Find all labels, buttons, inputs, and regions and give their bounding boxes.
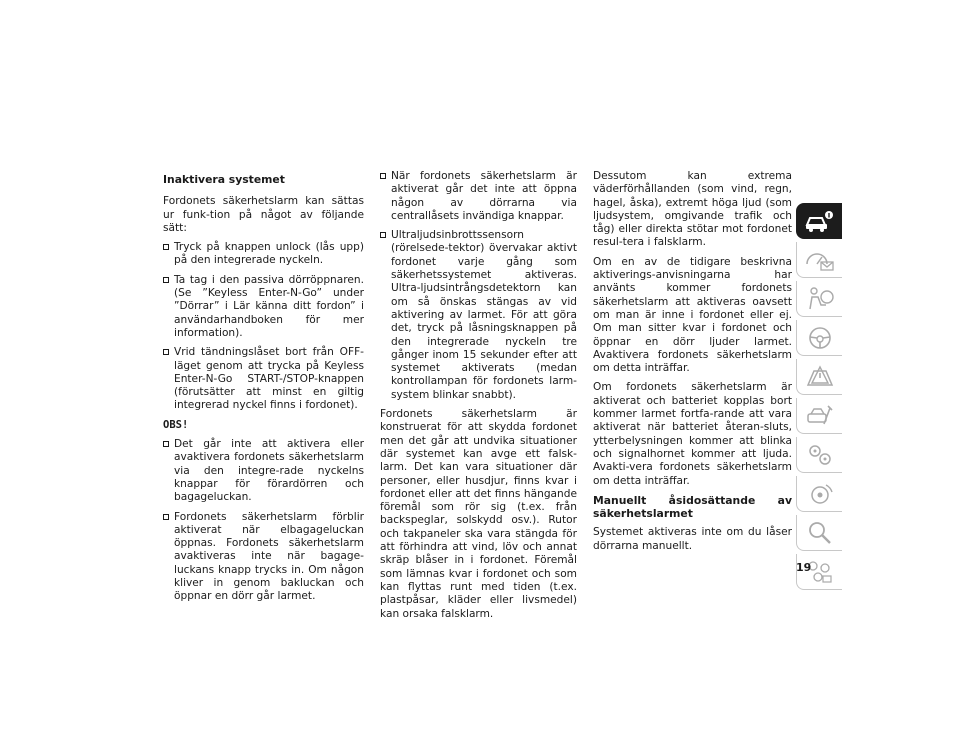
section-heading-manual-override: Manuellt åsidosättande av säkerhetslarmet	[593, 493, 792, 521]
deactivate-list	[163, 241, 364, 413]
list-item: Det går inte att aktivera eller avaktivera fordonets säkerhetslarm via den integre-rade nyckelns knappar för förardörren och bagageluckan.	[163, 438, 364, 504]
tab-dashboard[interactable]	[796, 242, 842, 278]
multimedia-icon	[804, 480, 836, 508]
intro-paragraph: Fordonets säkerhetslarm kan sättas ur funk-tion på något av följande sätt:	[163, 195, 364, 234]
false-alarm-paragraph: Fordonets säkerhetslarm är konstruerat för att skydda fordonet men det går att undvika situationer där systemet kan avge ett falsk-larm. Det kan vara situationer där personer, eller husdjur, finns kvar i fordonet eller att det finns hängande föremål som rör sig (t.ex. från backspeglar, solskydd osv.). Rutor och takpaneler ska vara stängda för att förhindra att vind, löv och annat skräp blåser in i fordonet. Föremål som lämnas kvar i fordonet och som kan flyttas runt med tiden (t.ex. plastpåsar, kläder eller livsmedel) kan orsaka falsklarm.	[380, 408, 577, 620]
tab-emergency[interactable]	[796, 359, 842, 395]
chapter-tabs	[796, 203, 842, 593]
column-1	[163, 170, 364, 610]
page-number: 19	[796, 561, 812, 574]
weather-paragraph: Dessutom kan extrema väderförhållanden (som vind, regn, hagel, åska), extremt höga ljud (som ljudsystem, omgivande trafik och tåg) eller direkta stötar mot fordonet resul-tera i falsklarm.	[593, 170, 792, 249]
list-item: Fordonets säkerhetslarm förblir aktiverat när elbagageluckan öppnas. Fordonets säkerhetslarm avaktiveras inte när bagage-luckans knapp trycks in. Om någon kliver in genom bakluckan och öppnar en dörr går larmet.	[163, 511, 364, 604]
tab-driving[interactable]	[796, 320, 842, 356]
steering-wheel-icon	[804, 324, 836, 352]
section-heading-deactivate: Inaktivera systemet	[163, 173, 285, 186]
list-item: Tryck på knappen unlock (lås upp) på den integrerade nyckeln.	[163, 241, 364, 268]
roadside-warning-icon	[804, 363, 836, 391]
tab-car-info[interactable]	[796, 203, 842, 239]
car-info-icon	[803, 207, 835, 235]
tab-safety[interactable]	[796, 281, 842, 317]
manual-lock-paragraph: Systemet aktiveras inte om du låser dörrarna manuellt.	[593, 526, 792, 552]
list-item: När fordonets säkerhetslarm är aktiverat går det inte att öppna någon av dörrarna via centrallåsets invändiga knappar.	[380, 170, 577, 223]
square-bullet-icon	[163, 349, 169, 355]
note-label: OBS!	[163, 418, 189, 431]
square-bullet-icon	[163, 277, 169, 283]
tab-specifications[interactable]	[796, 437, 842, 473]
list-item: Vrid tändningslåset bort från OFF-läget genom att trycka på Keyless Enter-N-Go START-/STOP-knappen (förutsätter att minst en giltig integrerad nyckel finns i fordonet).	[163, 346, 364, 412]
column-3	[593, 170, 792, 559]
list-item: Ultraljudsinbrottssensorn (rörelsede-tektor) övervakar aktivt fordonet varje gång som säkerhetssystemet aktiveras. Ultra-ljudsintrångsdetektorn kan om så önskas stängas av vid aktivering av larmet. För att göra det, tryck på låsningsknappen på den integrerade nyckeln tre gånger inom 15 sekunder efter att systemet aktiverats (medan kontrollampan för fordonets larm-system blinkar snabbt).	[380, 229, 577, 402]
battery-paragraph: Om fordonets säkerhetslarm är aktiverat och batteriet kopplas bort kommer larmet fortfa-rande att vara aktiverat när batteriet återan-sluts, ytterbelysningen kommer att blinka och signalhornet kommer att ljuda. Avakti-vera fordonets säkerhetslarm om detta inträffar.	[593, 381, 792, 487]
list-item: Ta tag i den passiva dörröppnaren. (Se ”Keyless Enter-N-Go” under ”Dörrar” i Lär känna ditt fordon” i användarhandboken för mer information).	[163, 274, 364, 340]
column-2	[380, 170, 577, 627]
tab-index[interactable]	[796, 515, 842, 551]
square-bullet-icon	[380, 232, 386, 238]
square-bullet-icon	[163, 441, 169, 447]
tab-multimedia[interactable]	[796, 476, 842, 512]
info-list	[380, 170, 577, 402]
airbag-safety-icon	[804, 285, 836, 313]
tools-service-icon	[804, 402, 836, 430]
dashboard-message-icon	[804, 246, 836, 274]
square-bullet-icon	[163, 244, 169, 250]
search-index-icon	[804, 519, 836, 547]
activation-paragraph: Om en av de tidigare beskrivna aktiverings-anvisningarna har använts kommer fordonets säkerhetslarm att aktiveras oavsett om man är inne i fordonet eller ej. Om man sitter kvar i fordonet och öppnar en dörr ljuder larmet. Avaktivera fordonets säkerhetslarm om detta inträffar.	[593, 255, 792, 375]
tab-service[interactable]	[796, 398, 842, 434]
square-bullet-icon	[163, 514, 169, 520]
square-bullet-icon	[380, 173, 386, 179]
note-list	[163, 438, 364, 604]
specifications-gears-icon	[804, 441, 836, 469]
